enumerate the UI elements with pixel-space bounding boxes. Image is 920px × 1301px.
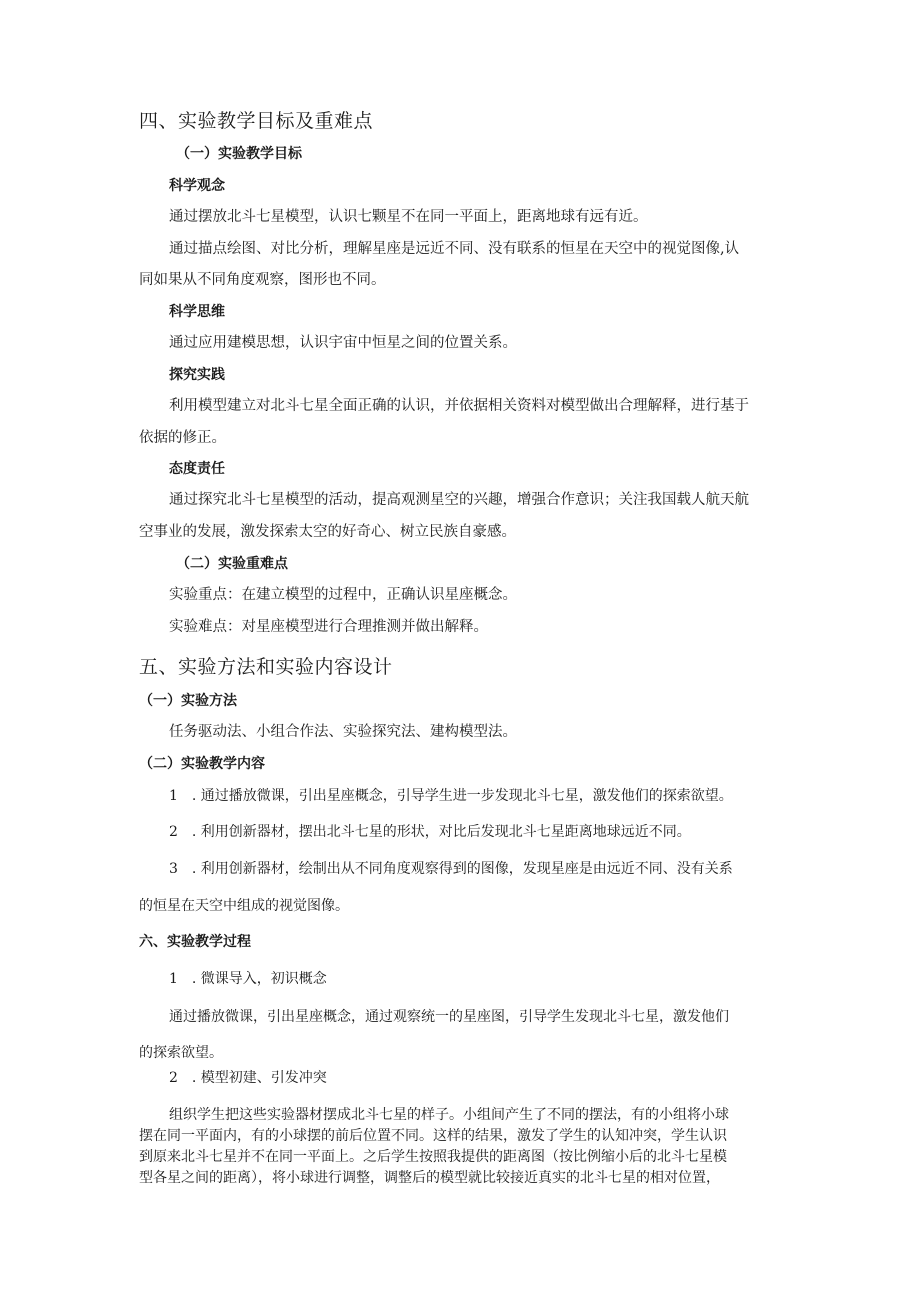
paragraph-step-1-line-2: 的探索欲望。 xyxy=(139,1045,223,1061)
paragraph-practice-line-2: 依据的修正。 xyxy=(139,430,226,446)
paragraph-step-2-line-2: 摆在同一平面内，有的小球摆的前后位置不同。这样的结果，激发了学生的认知冲突，学生认识 xyxy=(139,1128,727,1144)
paragraph-attitude-line-2: 空事业的发展，激发探索太空的好奇心、树立民族自豪感。 xyxy=(139,524,516,540)
section-5-subheading-content: （二）实验教学内容 xyxy=(139,756,265,772)
section-6-title: 六、实验教学过程 xyxy=(139,934,251,950)
section-5-title: 五、实验方法和实验内容设计 xyxy=(139,656,393,678)
heading-scientific-thinking: 科学思维 xyxy=(169,304,225,320)
heading-scientific-concept: 科学观念 xyxy=(169,178,225,194)
paragraph-concept-2-line-2: 同如果从不同角度观察，图形也不同。 xyxy=(139,272,386,288)
paragraph-concept-2-line-1: 通过描点绘图、对比分析，理解星座是远近不同、没有联系的恒星在天空中的视觉图像,认 xyxy=(169,241,740,257)
paragraph-step-2-line-4: 型各星之间的距离），将小球进行调整，调整后的模型就比较接近真实的北斗七星的相对位置， xyxy=(139,1170,720,1186)
paragraph-difficult-point: 实验难点：对星座模型进行合理推测并做出解释。 xyxy=(169,619,488,635)
paragraph-thinking: 通过应用建模思想，认识宇宙中恒星之间的位置关系。 xyxy=(169,335,517,351)
heading-inquiry-practice: 探究实践 xyxy=(169,367,225,383)
paragraph-practice-line-1: 利用模型建立对北斗七星全面正确的认识，并依据相关资料对模型做出合理解释，进行基于 xyxy=(169,398,749,414)
paragraph-key-point: 实验重点：在建立模型的过程中，正确认识星座概念。 xyxy=(169,587,517,603)
heading-attitude-responsibility: 态度责任 xyxy=(169,461,225,477)
list-item-content-3-line-1: 3 . 利用创新器材，绘制出从不同角度观察得到的图像，发现星座是由远近不同、没有关系 xyxy=(169,861,733,877)
section-4-subheading-key-points: （二）实验重难点 xyxy=(176,556,288,572)
list-item-content-1: 1 . 通过播放微课，引出星座概念，引导学生进一步发现北斗七星，激发他们的探索欲望。 xyxy=(169,788,733,804)
paragraph-step-2-line-3: 到原来北斗七星并不在同一平面上。之后学生按照我提供的距离图（按比例缩小后的北斗七星模 xyxy=(139,1149,727,1165)
paragraph-step-2-line-1: 组织学生把这些实验器材摆成北斗七星的样子。小组间产生了不同的摆法，有的小组将小球 xyxy=(169,1107,729,1123)
section-4-title: 四、实验教学目标及重难点 xyxy=(139,110,374,132)
paragraph-concept-1: 通过摆放北斗七星模型，认识七颗星不在同一平面上，距离地球有远有近。 xyxy=(169,209,648,225)
step-1-heading: 1 . 微课导入，初识概念 xyxy=(169,971,327,987)
section-4-subheading-goals: （一）实验教学目标 xyxy=(176,146,302,162)
section-5-subheading-methods: （一）实验方法 xyxy=(139,693,237,709)
step-2-heading: 2 . 模型初建、引发冲突 xyxy=(169,1070,327,1086)
list-item-content-2: 2 . 利用创新器材，摆出北斗七星的形状，对比后发现北斗七星距离地球远近不同。 xyxy=(169,824,691,840)
paragraph-attitude-line-1: 通过探究北斗七星模型的活动，提高观测星空的兴趣，增强合作意识；关注我国载人航天航 xyxy=(169,492,749,508)
list-item-content-3-line-2: 的恒星在天空中组成的视觉图像。 xyxy=(139,898,349,914)
paragraph-methods: 任务驱动法、小组合作法、实验探究法、建构模型法。 xyxy=(169,724,517,740)
paragraph-step-1-line-1: 通过播放微课，引出星座概念，通过观察统一的星座图，引导学生发现北斗七星，激发他们 xyxy=(169,1009,729,1025)
